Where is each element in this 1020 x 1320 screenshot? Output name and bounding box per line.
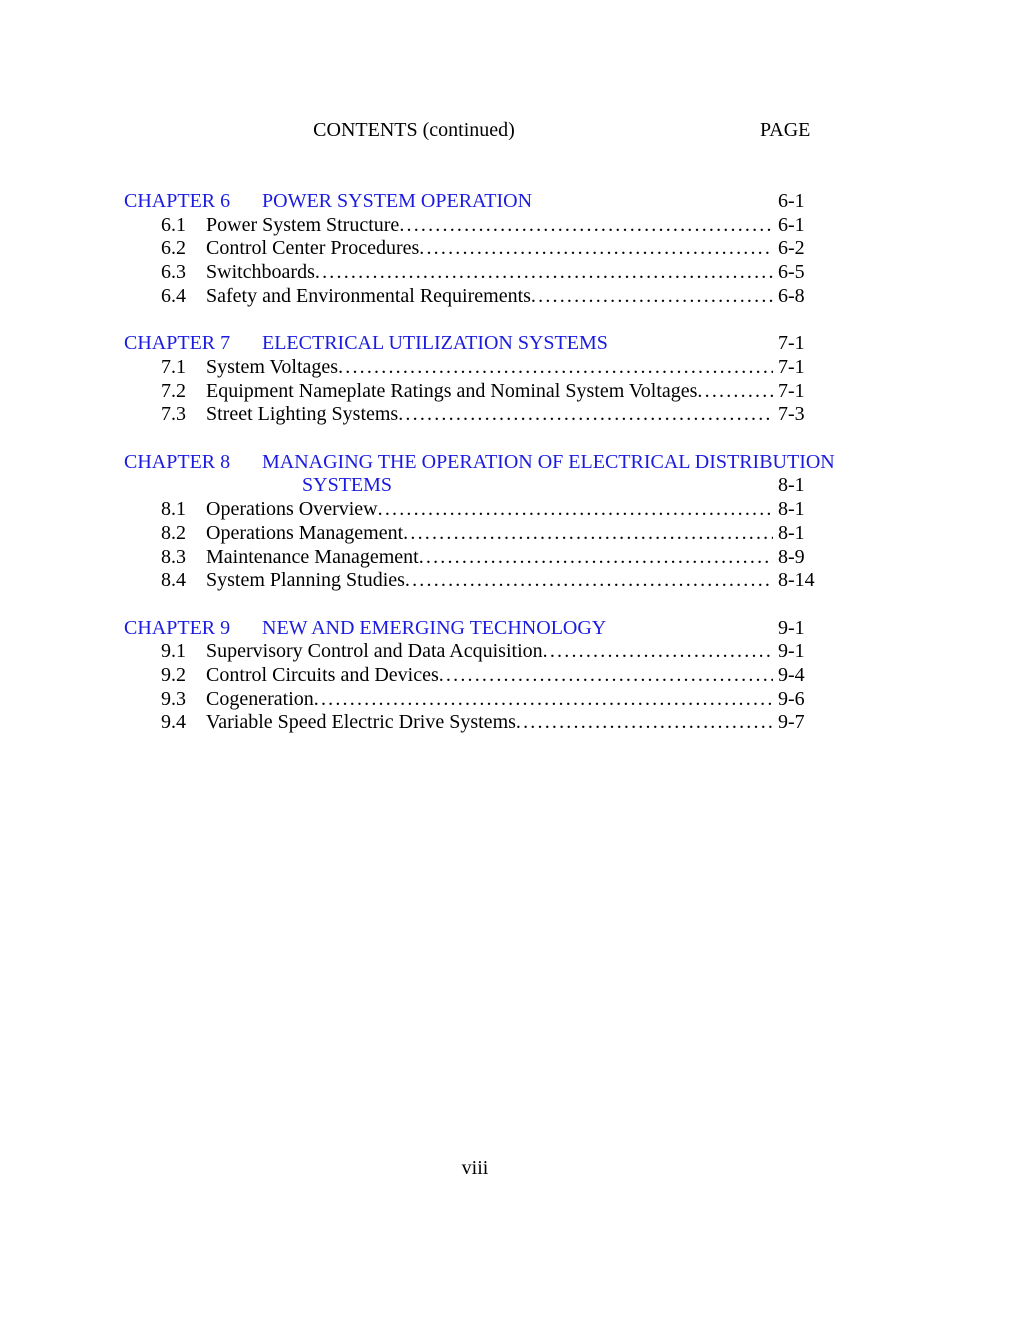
section-page-number: 6-8	[778, 284, 805, 307]
toc-entry-9-4	[124, 711, 826, 735]
section-page-number: 9-4	[778, 664, 805, 687]
toc-entry-9-1	[124, 640, 826, 664]
dot-leader	[405, 569, 773, 593]
section-number: 9.3	[161, 687, 186, 710]
section-page-number: 6-1	[778, 213, 805, 236]
table-of-contents	[124, 190, 835, 759]
section-number: 8.3	[161, 545, 186, 568]
section-title: Cogeneration	[206, 687, 314, 710]
section-page-number: 6-2	[778, 237, 805, 260]
toc-entry-8-1	[124, 498, 826, 522]
section-title: Street Lighting Systems	[206, 403, 399, 426]
section-title: Safety and Environmental Requirements	[206, 284, 531, 307]
section-title: Operations Overview	[206, 498, 378, 521]
chapter-9-label[interactable]: CHAPTER 9	[124, 616, 231, 639]
chapter-9-title[interactable]: NEW AND EMERGING TECHNOLOGY	[262, 616, 607, 639]
section-number: 6.2	[161, 237, 186, 260]
section-page-number: 8-1	[778, 498, 805, 521]
section-number: 6.4	[161, 284, 186, 307]
chapter-8-title-line-2[interactable]: SYSTEMS	[302, 474, 393, 497]
page-header	[124, 119, 826, 143]
section-title: System Voltages	[206, 355, 339, 378]
dot-leader	[378, 498, 773, 522]
section-title: Control Center Procedures	[206, 237, 420, 260]
section-title: Power System Structure	[206, 213, 400, 236]
chapter-6-page-number: 6-1	[778, 190, 805, 212]
chapter-8-page-number: 8-1	[778, 474, 805, 497]
chapter-7-page-number: 7-1	[778, 332, 805, 355]
contents-heading: CONTENTS (continued)	[313, 119, 515, 141]
dot-leader	[315, 261, 773, 285]
toc-entry-6-3	[124, 261, 826, 285]
section-page-number: 9-7	[778, 711, 805, 734]
section-number: 6.3	[161, 261, 186, 284]
section-title: Supervisory Control and Data Acquisition	[206, 640, 543, 663]
section-number: 8.1	[161, 498, 186, 521]
section-number: 7.3	[161, 403, 186, 426]
toc-entry-6-1	[124, 214, 826, 238]
dot-leader	[543, 640, 773, 664]
section-number: 8.4	[161, 569, 186, 592]
chapter-7-heading-row	[124, 332, 826, 356]
dot-leader	[697, 380, 773, 404]
section-number: 8.2	[161, 521, 186, 544]
section-number: 6.1	[161, 213, 186, 236]
section-page-number: 7-1	[778, 355, 805, 378]
section-title: Maintenance Management	[206, 545, 419, 568]
chapter-7-label[interactable]: CHAPTER 7	[124, 332, 231, 355]
dot-leader	[419, 237, 773, 261]
chapter-9-page-number: 9-1	[778, 616, 805, 639]
chapter-7-title[interactable]: ELECTRICAL UTILIZATION SYSTEMS	[262, 332, 608, 355]
page-column-heading: PAGE	[760, 119, 811, 141]
chapter-8-block	[124, 450, 835, 593]
section-page-number: 7-3	[778, 403, 805, 426]
dot-leader	[398, 403, 773, 427]
dot-leader	[516, 711, 773, 735]
chapter-8-title-line-1[interactable]: MANAGING THE OPERATION OF ELECTRICAL DISTRIBUTION	[262, 450, 835, 473]
toc-entry-8-2	[124, 522, 826, 546]
section-page-number: 9-1	[778, 640, 805, 663]
section-page-number: 8-1	[778, 521, 805, 544]
chapter-6-block	[124, 190, 826, 309]
chapter-9-heading-row	[124, 617, 826, 641]
toc-entry-7-2	[124, 380, 826, 404]
section-number: 9.4	[161, 711, 186, 734]
section-page-number: 9-6	[778, 687, 805, 710]
folio-page-number: viii	[461, 1157, 489, 1179]
section-title: Switchboards	[206, 261, 315, 284]
chapter-8-heading-row	[124, 450, 835, 498]
section-page-number: 7-1	[778, 379, 805, 402]
section-number: 7.2	[161, 379, 186, 402]
toc-entry-8-4	[124, 569, 826, 593]
dot-leader	[439, 664, 773, 688]
dot-leader	[531, 285, 773, 309]
toc-entry-7-3	[124, 403, 826, 427]
section-page-number: 8-9	[778, 545, 805, 568]
section-number: 7.1	[161, 355, 186, 378]
section-title: Control Circuits and Devices	[206, 664, 439, 687]
page-footer	[124, 1157, 826, 1181]
section-page-number: 8-14	[778, 569, 815, 592]
dot-leader	[419, 546, 773, 570]
chapter-8-label[interactable]: CHAPTER 8	[124, 450, 231, 473]
dot-leader	[314, 688, 773, 712]
section-title: Variable Speed Electric Drive Systems	[206, 711, 516, 734]
dot-leader	[399, 214, 773, 238]
section-number: 9.2	[161, 664, 186, 687]
dot-leader	[403, 522, 773, 546]
section-page-number: 6-5	[778, 261, 805, 284]
section-title: Equipment Nameplate Ratings and Nominal System Voltages	[206, 379, 698, 402]
chapter-6-label[interactable]: CHAPTER 6	[124, 190, 231, 212]
section-number: 9.1	[161, 640, 186, 663]
chapter-6-heading-row	[124, 190, 826, 214]
dot-leader	[338, 356, 773, 380]
toc-entry-8-3	[124, 546, 826, 570]
chapter-6-title[interactable]: POWER SYSTEM OPERATION	[262, 190, 533, 212]
toc-entry-6-2	[124, 237, 826, 261]
section-title: Operations Management	[206, 521, 404, 544]
toc-entry-7-1	[124, 356, 826, 380]
toc-entry-6-4	[124, 285, 826, 309]
chapter-9-block	[124, 617, 826, 736]
chapter-7-block	[124, 332, 826, 427]
toc-entry-9-2	[124, 664, 826, 688]
section-title: System Planning Studies	[206, 569, 405, 592]
toc-entry-9-3	[124, 688, 826, 712]
